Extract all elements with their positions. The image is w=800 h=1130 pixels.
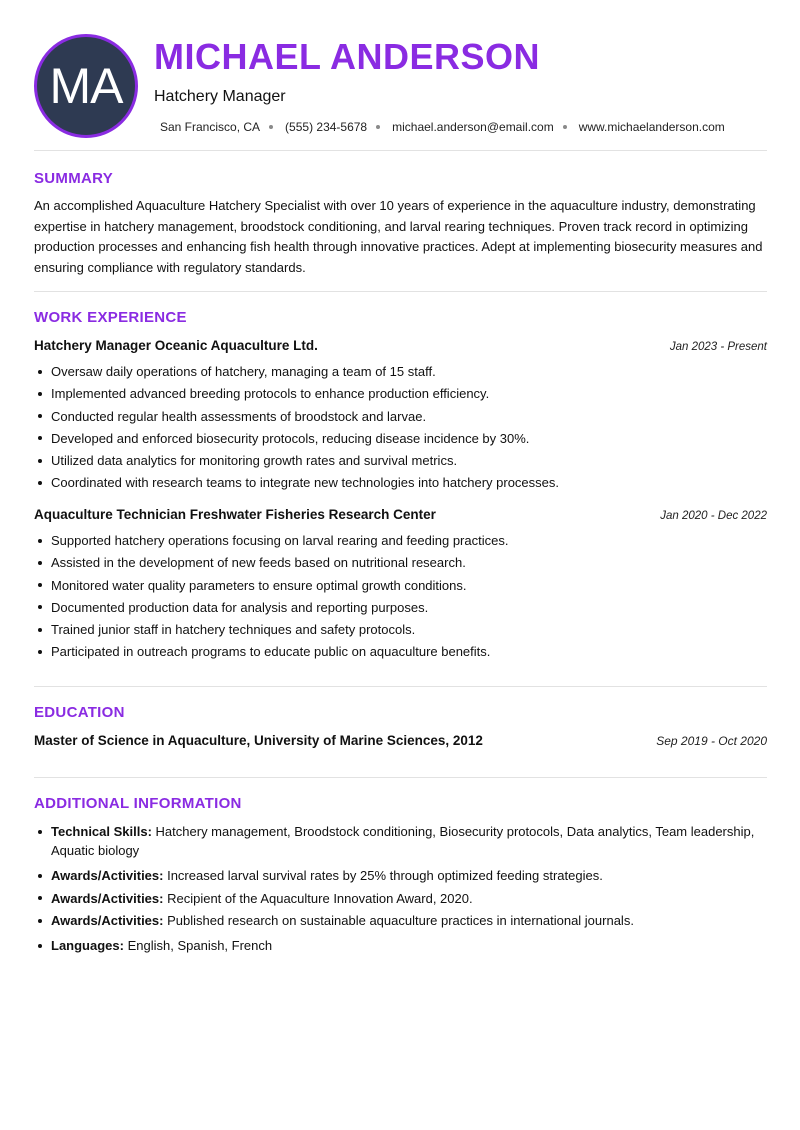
contact-email[interactable]: michael.anderson@email.com: [392, 120, 554, 134]
education-entry: [34, 733, 767, 748]
item-label: Awards/Activities:: [51, 913, 164, 928]
avatar-initials: MA: [49, 58, 123, 114]
separator-dot: [563, 125, 567, 129]
list-item: [34, 911, 767, 930]
education-date: Sep 2019 - Oct 2020: [656, 734, 767, 748]
list-item: [34, 866, 767, 885]
job-title: Aquaculture Technician Freshwater Fisheries Research Center: [34, 507, 436, 522]
divider: [34, 150, 767, 151]
contact-phone: (555) 234-5678: [285, 120, 368, 134]
list-item: Participated in outreach programs to educate public on aquaculture benefits.: [34, 643, 767, 660]
separator-dot: [376, 125, 380, 129]
divider: [34, 686, 767, 687]
list-item: Coordinated with research teams to integrate new technologies into hatchery processes.: [34, 474, 767, 491]
job-bullets: [34, 532, 767, 660]
job-date: Jan 2023 - Present: [669, 341, 767, 353]
list-item: Utilized data analytics for monitoring growth rates and survival metrics.: [34, 452, 767, 469]
item-text: Hatchery management, Broodstock conditioning, Biosecurity protocols, Data analytics, Team leadership, Aquatic biology: [51, 824, 755, 858]
candidate-title: Hatchery Manager: [154, 88, 286, 105]
divider: [34, 291, 767, 292]
item-text: Recipient of the Aquaculture Innovation Award, 2020.: [167, 890, 473, 906]
divider: [34, 777, 767, 778]
item-label: Technical Skills:: [51, 824, 152, 839]
education-heading: EDUCATION: [34, 704, 125, 721]
list-item: Developed and enforced biosecurity protocols, reducing disease incidence by 30%.: [34, 430, 767, 447]
additional-info-list: [34, 822, 767, 955]
list-item: Oversaw daily operations of hatchery, managing a team of 15 staff.: [34, 363, 767, 380]
item-label: Languages:: [51, 938, 124, 953]
list-item: Implemented advanced breeding protocols to enhance production efficiency.: [34, 385, 767, 402]
list-item: Documented production data for analysis and reporting purposes.: [34, 599, 767, 616]
list-item: Supported hatchery operations focusing on larval rearing and feeding practices.: [34, 532, 767, 549]
list-item: [34, 822, 767, 860]
list-item: Trained junior staff in hatchery techniques and safety protocols.: [34, 621, 767, 638]
contact-location: San Francisco, CA: [160, 120, 261, 134]
contact-line: [160, 120, 725, 134]
job-header: [34, 338, 767, 353]
job-date: Jan 2020 - Dec 2022: [660, 510, 767, 522]
job-bullets: [34, 363, 767, 491]
work-experience-heading: WORK EXPERIENCE: [34, 309, 187, 326]
list-item: Conducted regular health assessments of broodstock and larvae.: [34, 408, 767, 425]
item-label: Awards/Activities:: [51, 868, 164, 883]
item-label: Awards/Activities:: [51, 890, 164, 906]
job-title: Hatchery Manager Oceanic Aquaculture Ltd.: [34, 338, 318, 353]
contact-website[interactable]: www.michaelanderson.com: [578, 120, 725, 134]
list-item: [34, 889, 767, 908]
additional-info-heading: ADDITIONAL INFORMATION: [34, 795, 242, 812]
list-item: Assisted in the development of new feeds based on nutritional research.: [34, 554, 767, 571]
candidate-name: MICHAEL ANDERSON: [154, 36, 541, 77]
summary-heading: SUMMARY: [34, 170, 114, 187]
summary-text: An accomplished Aquaculture Hatchery Specialist with over 10 years of experience in the aquaculture industry, demonstrating expertise in hatchery management, broodstock conditioning, and larval rearing techniques. Proven track record in optimizing production processes and enhancing fish health through innovative practices. Adept at implementing biosecurity measures and ensuring compliance with regulatory standards.: [34, 198, 763, 275]
item-text: English, Spanish, French: [127, 938, 273, 953]
list-item: [34, 936, 767, 955]
item-text: Published research on sustainable aquaculture practices in international journals.: [167, 913, 634, 928]
separator-dot: [269, 125, 273, 129]
list-item: Monitored water quality parameters to ensure optimal growth conditions.: [34, 577, 767, 594]
job-header: [34, 507, 767, 522]
degree: Master of Science in Aquaculture, University of Marine Sciences, 2012: [34, 733, 483, 748]
avatar: [34, 34, 138, 138]
item-text: Increased larval survival rates by 25% through optimized feeding strategies.: [167, 868, 603, 883]
